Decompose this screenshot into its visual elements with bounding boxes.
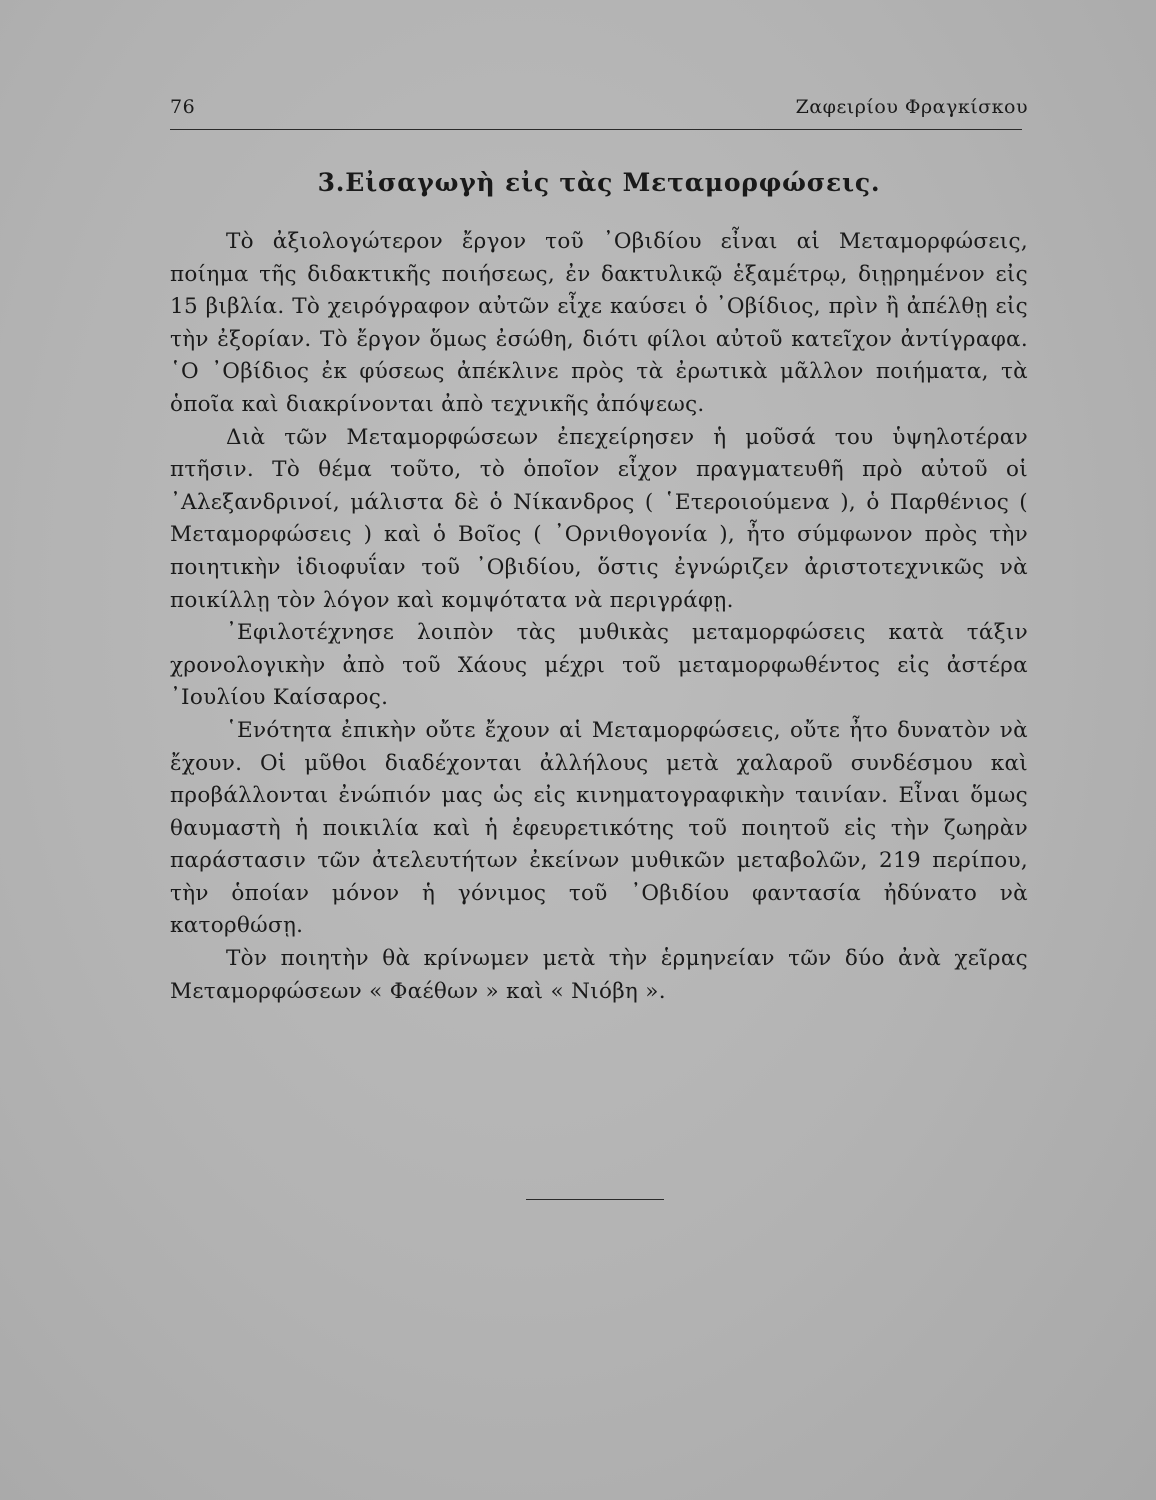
page-number: 76: [170, 96, 196, 118]
body-text: [170, 226, 1028, 1008]
paragraph: Τὸ ἀξιολογώτερον ἔργον τοῦ ᾽Οβιδίου εἶναι αἱ Μεταμορφώσεις, ποίημα τῆς διδακτικῆς ποιήσεως, ἐν δακτυλικῷ ἑξαμέτρῳ, διῃρημένον εἰς 15 βιβλία. Τὸ χειρόγραφον αὐτῶν εἶχε καύσει ὁ ᾽Οβίδιος, πρὶν ἢ ἀπέλθῃ εἰς τὴν ἐξορίαν. Τὸ ἔργον ὅμως ἐσώθη, διότι φίλοι αὐτοῦ κατεῖχον ἀντίγραφα. ῾Ο ᾽Οβίδιος ἐκ φύσεως ἀπέκλινε πρὸς τὰ ἐρωτικὰ μᾶλλον ποιήματα, τὰ ὁποῖα καὶ διακρίνονται ἀπὸ τεχνικῆς ἀπόψεως.: [170, 229, 1028, 417]
section-end-rule: [526, 1199, 664, 1200]
running-title: Ζαφειρίου Φραγκίσκου: [795, 96, 1028, 118]
paragraph: ᾽Εφιλοτέχνησε λοιπὸν τὰς μυθικὰς μεταμορφώσεις κατὰ τάξιν χρονολογικὴν ἀπὸ τοῦ Χάους μέχρι τοῦ μεταμορφωθέντος εἰς ἀστέρα ᾽Ιουλίου Καίσαρος.: [170, 620, 1028, 711]
header-rule: [170, 129, 1022, 130]
section-title: 3.Εἰσαγωγὴ εἰς τὰς Μεταμορφώσεις.: [317, 168, 881, 197]
paragraph: Τὸν ποιητὴν θὰ κρίνωμεν μετὰ τὴν ἑρμηνείαν τῶν δύο ἀνὰ χεῖρας Μεταμορφώσεων « Φαέθων » καὶ « Νιόβη ».: [170, 946, 1028, 1004]
page-header: [170, 96, 1028, 126]
paragraph: ῾Ενότητα ἐπικὴν οὔτε ἔχουν αἱ Μεταμορφώσεις, οὔτε ἦτο δυνατὸν νὰ ἔχουν. Οἱ μῦθοι διαδέχονται ἀλλήλους μετὰ χαλαροῦ συνδέσμου καὶ προβάλλονται ἐνώπιόν μας ὡς εἰς κινηματογραφικὴν ταινίαν. Εἶναι ὅμως θαυμαστὴ ἡ ποικιλία καὶ ἡ ἐφευρετικότης τοῦ ποιητοῦ εἰς τὴν ζωηρὰν παράστασιν τῶν ἀτελευτήτων ἐκείνων μυθικῶν μεταβολῶν, 219 περίπου, τὴν ὁποίαν μόνον ἡ γόνιμος τοῦ ᾽Οβιδίου φαντασία ἠδύνατο νὰ κατορθώσῃ.: [170, 717, 1028, 939]
paragraph: Διὰ τῶν Μεταμορφώσεων ἐπεχείρησεν ἡ μοῦσά του ὑψηλοτέραν πτῆσιν. Τὸ θέμα τοῦτο, τὸ ὁποῖον εἶχον πραγματευθῆ πρὸ αὐτοῦ οἱ ᾽Αλεξανδρινοί, μάλιστα δὲ ὁ Νίκανδρος ( ῾Ετεροιούμενα ), ὁ Παρθένιος ( Μεταμορφώσεις ) καὶ ὁ Βοῖος ( ᾽Ορνιθογονία ), ἦτο σύμφωνον πρὸς τὴν ποιητικὴν ἰδιοφυΐαν τοῦ ᾽Οβιδίου, ὅστις ἐγνώριζεν ἀριστοτεχνικῶς νὰ ποικίλλῃ τὸν λόγον καὶ κομψότατα νὰ περιγράφῃ.: [170, 424, 1028, 613]
